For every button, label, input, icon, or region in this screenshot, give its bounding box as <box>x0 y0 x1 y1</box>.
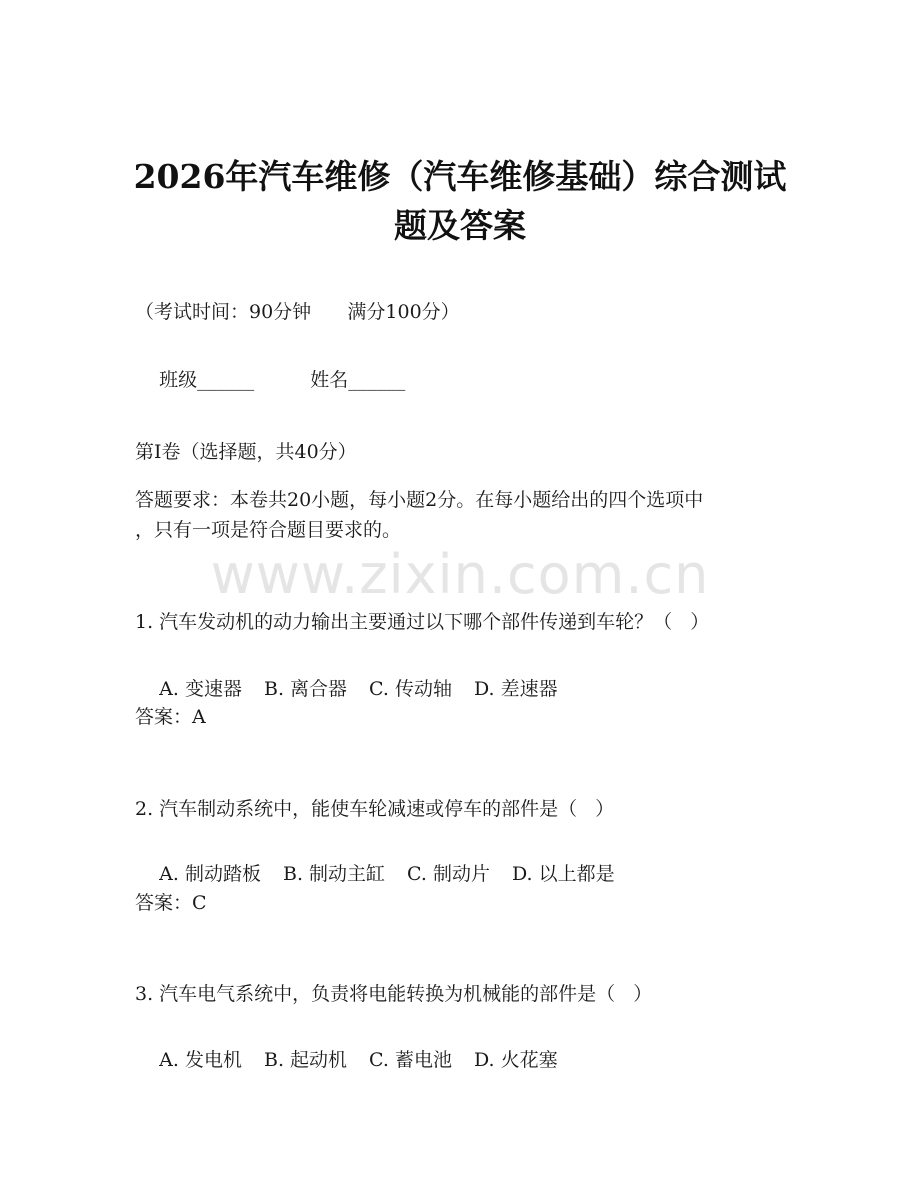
student-info-row <box>135 352 405 409</box>
document-title-line-1: 2026年汽车维修（汽车维修基础）综合测试 <box>133 157 787 196</box>
question-1-option-d: D. 差速器 <box>473 678 558 700</box>
class-field: 班级______ <box>159 369 255 391</box>
question-3-stem: 3. 汽车电气系统中，负责将电能转换为机械能的部件是（ ） <box>135 983 653 1005</box>
question-3-option-b: B. 起动机 <box>263 1049 348 1071</box>
exam-info: （考试时间：90分钟 满分100分） <box>135 301 460 323</box>
question-1-stem: 1. 汽车发动机的动力输出主要通过以下哪个部件传递到车轮？（ ） <box>135 611 710 633</box>
question-2-answer: 答案：C <box>135 892 207 914</box>
question-2-option-d: D. 以上都是 <box>511 863 615 885</box>
question-2-options <box>135 846 615 903</box>
question-3-option-a: A. 发电机 <box>159 1049 242 1071</box>
question-3-options <box>135 1032 558 1089</box>
question-1-option-b: B. 离合器 <box>263 678 348 700</box>
watermark: www.zixin.com.cn <box>210 543 710 606</box>
document-title-line-2: 题及答案 <box>394 206 526 245</box>
question-2-option-b: B. 制动主缸 <box>282 863 386 885</box>
question-1-option-a: A. 变速器 <box>159 678 242 700</box>
question-1-answer: 答案：A <box>135 706 206 728</box>
name-field: 姓名______ <box>310 369 406 391</box>
question-1-option-c: C. 传动轴 <box>369 678 452 700</box>
instructions-line-1: 答题要求：本卷共20小题，每小题2分。在每小题给出的四个选项中 <box>135 489 704 511</box>
question-3-option-d: D. 火花塞 <box>473 1049 558 1071</box>
question-2-option-c: C. 制动片 <box>407 863 490 885</box>
question-2-option-a: A. 制动踏板 <box>159 863 261 885</box>
instructions-line-2: ，只有一项是符合题目要求的。 <box>135 519 402 541</box>
section-title: 第Ⅰ卷（选择题，共40分） <box>135 441 357 463</box>
question-3-option-c: C. 蓄电池 <box>369 1049 452 1071</box>
question-2-stem: 2. 汽车制动系统中，能使车轮减速或停车的部件是（ ） <box>135 798 615 820</box>
